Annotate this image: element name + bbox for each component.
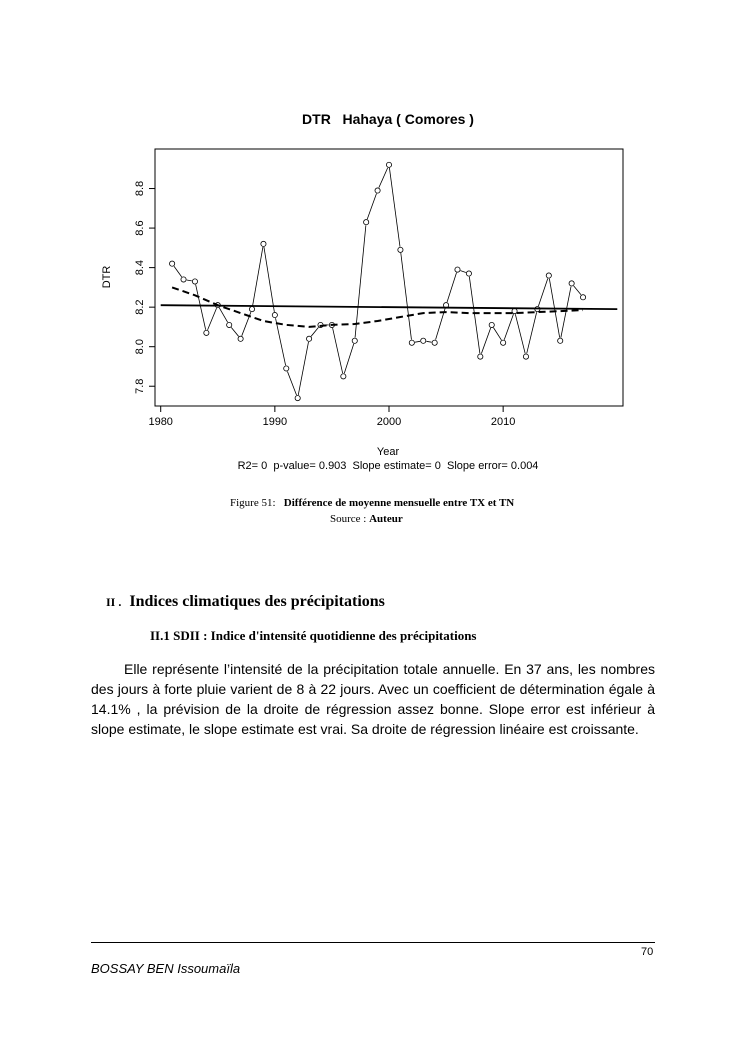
data-line-segment: [253, 247, 263, 306]
data-line-segment: [515, 314, 525, 353]
data-line-segment: [355, 225, 366, 337]
data-line-segment: [481, 328, 490, 354]
data-point: [546, 273, 551, 278]
data-point: [512, 309, 517, 314]
figure-title: Différence de moyenne mensuelle entre TX et TN: [283, 497, 515, 509]
data-line-segment: [389, 168, 400, 247]
data-line-segment: [174, 266, 182, 277]
data-line-segment: [333, 328, 343, 373]
footer-divider: [91, 942, 655, 943]
data-point: [284, 366, 289, 371]
figure-caption: [230, 497, 514, 509]
x-tick-label: 2000: [376, 416, 402, 428]
data-line-segment: [561, 287, 571, 338]
data-line-segment: [504, 314, 513, 340]
y-tick-label: 8.2: [134, 299, 146, 315]
data-line-segment: [493, 328, 501, 340]
data-point: [249, 307, 254, 312]
figure-label: Figure 51:: [230, 497, 276, 509]
x-axis-label: Year: [376, 446, 400, 458]
data-point: [569, 281, 574, 286]
data-line-segment: [208, 308, 217, 330]
data-line-segment: [538, 279, 547, 307]
data-point: [432, 340, 437, 345]
data-point: [580, 295, 585, 300]
data-point: [181, 277, 186, 282]
data-point: [478, 354, 483, 359]
source-label: Source :: [330, 513, 370, 525]
data-point: [421, 338, 426, 343]
data-point: [455, 267, 460, 272]
data-point: [261, 241, 266, 246]
y-tick-label: 8.6: [134, 220, 146, 236]
body-paragraph: Elle représente l’intensité de la précipitation totale annuelle. En 37 ans, les nombres des jours à forte pluie varient de 8 à 22 jours. Avec un coefficient de détermination égale à 14.1% , la prévision de la droite de régression assez bonne. Slope error est inférieur à slope estimate, le slope estimate est vrai. Sa droite de régression linéaire est croissante.: [91, 661, 655, 737]
data-line-segment: [219, 308, 227, 322]
data-line-segment: [196, 285, 206, 330]
data-point: [341, 374, 346, 379]
data-line-segment: [401, 253, 412, 340]
section-title: Indices climatiques des précipitations: [129, 593, 385, 610]
y-axis-label: DTR: [101, 265, 113, 289]
x-tick-label: 1980: [148, 416, 173, 428]
data-point: [204, 330, 209, 335]
data-line-segment: [344, 344, 353, 373]
data-line-segment: [298, 342, 308, 395]
source-value: Auteur: [369, 513, 403, 525]
y-tick-label: 8.8: [134, 180, 146, 197]
data-line-segment: [574, 286, 581, 295]
section-heading: [106, 593, 385, 611]
data-line-segment: [287, 371, 296, 395]
x-tick-label: 2010: [490, 416, 516, 428]
data-line-segment: [426, 341, 431, 342]
page-number: 70: [641, 946, 654, 958]
section-number: II .: [106, 595, 122, 609]
data-point: [375, 188, 380, 193]
data-line-segment: [415, 341, 420, 342]
data-point: [306, 336, 311, 341]
y-tick-label: 8.0: [134, 339, 146, 355]
data-point: [489, 322, 494, 327]
data-point: [295, 395, 300, 400]
y-tick-label: 8.4: [134, 259, 146, 276]
footer-author: BOSSAY BEN Issoumaïla: [91, 961, 241, 976]
data-line-segment: [379, 168, 388, 188]
dtr-chart: [0, 0, 745, 480]
regression-stats: R2= 0 p-value= 0.903 Slope estimate= 0 Slope error= 0.004: [237, 460, 539, 472]
x-tick-label: 1990: [262, 416, 288, 428]
data-point: [386, 162, 391, 167]
data-point: [352, 338, 357, 343]
subsection-heading: II.1 SDII : Indice d'intensité quotidienne des précipitations: [150, 628, 477, 643]
data-line-segment: [187, 280, 192, 281]
data-point: [238, 336, 243, 341]
data-point: [364, 220, 369, 225]
data-point: [272, 312, 277, 317]
data-line-segment: [311, 327, 318, 336]
data-line-segment: [276, 318, 286, 365]
data-point: [409, 340, 414, 345]
data-line-segment: [367, 194, 376, 220]
data-line-segment: [264, 247, 274, 312]
chart-title: DTR Hahaya ( Comores ): [302, 111, 474, 127]
data-line-segment: [461, 271, 466, 273]
plot-frame: [155, 149, 623, 406]
data-point: [523, 354, 528, 359]
data-line-segment: [447, 273, 456, 302]
data-point: [466, 271, 471, 276]
y-tick-label: 7.8: [134, 378, 146, 394]
data-point: [558, 338, 563, 343]
data-line-segment: [527, 312, 537, 353]
data-line-segment: [231, 327, 238, 336]
data-point: [170, 261, 175, 266]
data-point: [501, 340, 506, 345]
data-line-segment: [469, 277, 480, 354]
data-point: [192, 279, 197, 284]
figure-source: [330, 513, 403, 525]
data-point: [227, 322, 232, 327]
data-point: [398, 247, 403, 252]
